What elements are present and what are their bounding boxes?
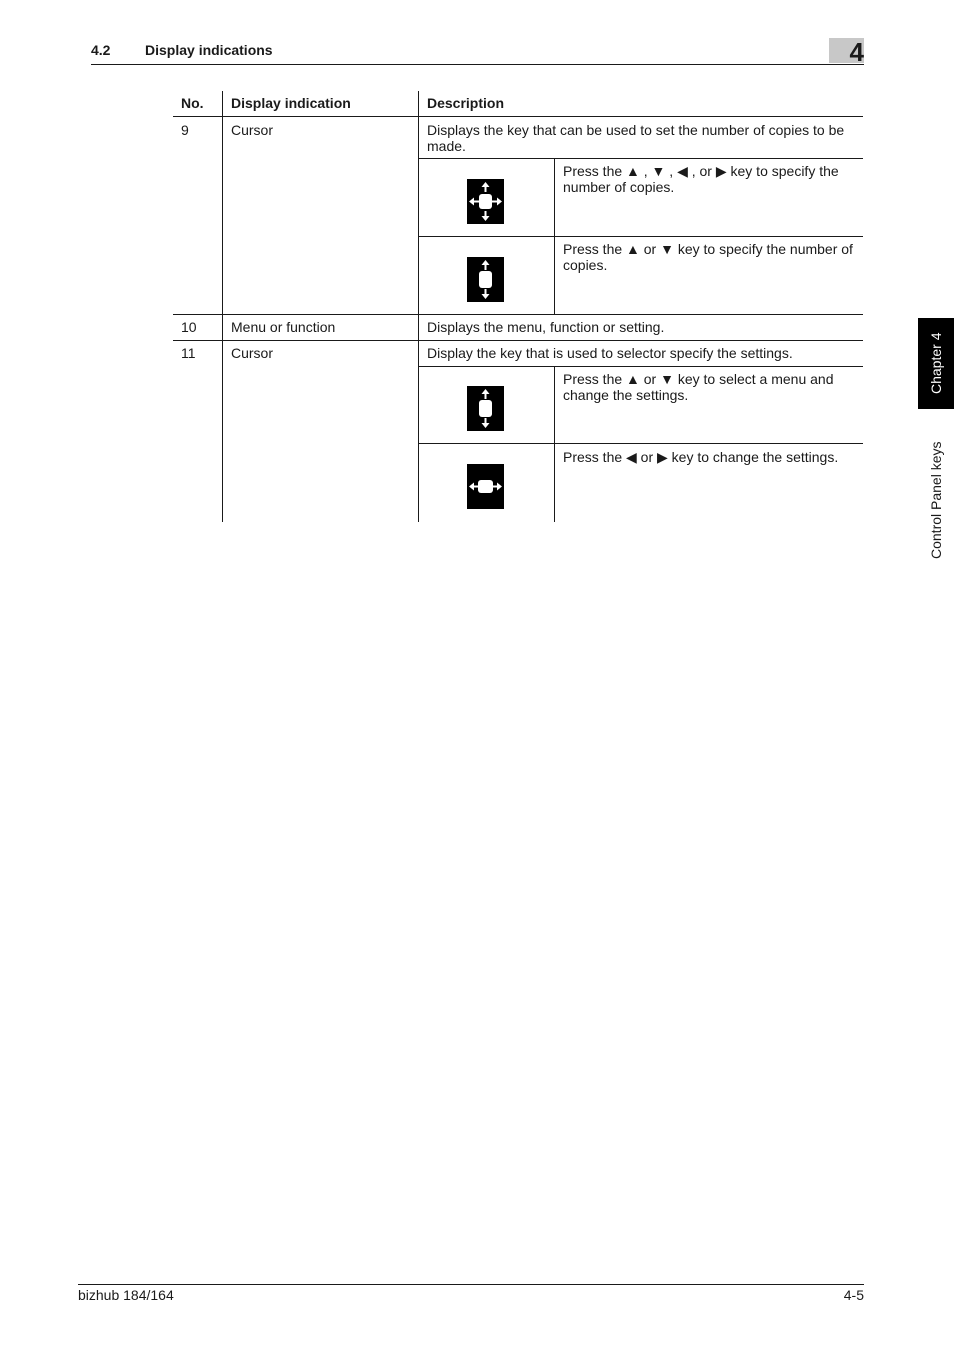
table-rule: [173, 340, 863, 341]
section-number: 4.2: [91, 42, 111, 58]
table-rule: [418, 443, 863, 444]
table-rule: [418, 91, 419, 522]
chapter-number: 4: [849, 37, 864, 67]
row-indication: Cursor: [231, 122, 274, 138]
table-rule: [418, 366, 863, 367]
sub-description: Press the ◀ or ▶ key to change the settings.: [563, 449, 839, 465]
row-number: 11: [181, 345, 196, 361]
sub-description: Press the ▲ or ▼ key to specify the number of copies.: [563, 241, 853, 273]
chapter-tab-label: Chapter 4: [928, 332, 944, 395]
row-description: Displays the key that can be used to set the number of copies to be made.: [427, 122, 845, 154]
table-rule: [173, 116, 863, 117]
left-right-cursor-icon: [467, 464, 504, 509]
section-title: Display indications: [145, 42, 273, 58]
row-indication: Menu or function: [231, 319, 336, 335]
row-description: Display the key that is used to selector specify the settings.: [427, 345, 793, 361]
up-down-cursor-icon: [467, 386, 504, 431]
sub-description: Press the ▲ , ▼ , ◀ , or ▶ key to specify the number of copies.: [563, 163, 839, 195]
col-header-no: No.: [181, 95, 204, 111]
row-number: 10: [181, 319, 197, 335]
four-way-cursor-icon: [467, 179, 504, 224]
chapter-topic-label: Control Panel keys: [928, 441, 944, 559]
footer-rule: [78, 1284, 864, 1285]
page-number: 4-5: [843, 1287, 864, 1303]
table-rule: [173, 314, 863, 315]
table-rule: [554, 158, 555, 314]
row-number: 9: [181, 122, 189, 138]
table-rule: [418, 236, 863, 237]
table-rule: [418, 158, 863, 159]
sub-description: Press the ▲ or ▼ key to select a menu and change the settings.: [563, 371, 834, 403]
table-rule: [554, 366, 555, 522]
col-header-indication: Display indication: [231, 95, 351, 111]
footer-model: bizhub 184/164: [78, 1287, 174, 1303]
row-description: Displays the menu, function or setting.: [427, 319, 665, 335]
col-header-description: Description: [427, 95, 505, 111]
header-rule: [91, 64, 864, 65]
row-indication: Cursor: [231, 345, 274, 361]
up-down-cursor-icon: [467, 257, 504, 302]
table-rule: [222, 91, 223, 522]
